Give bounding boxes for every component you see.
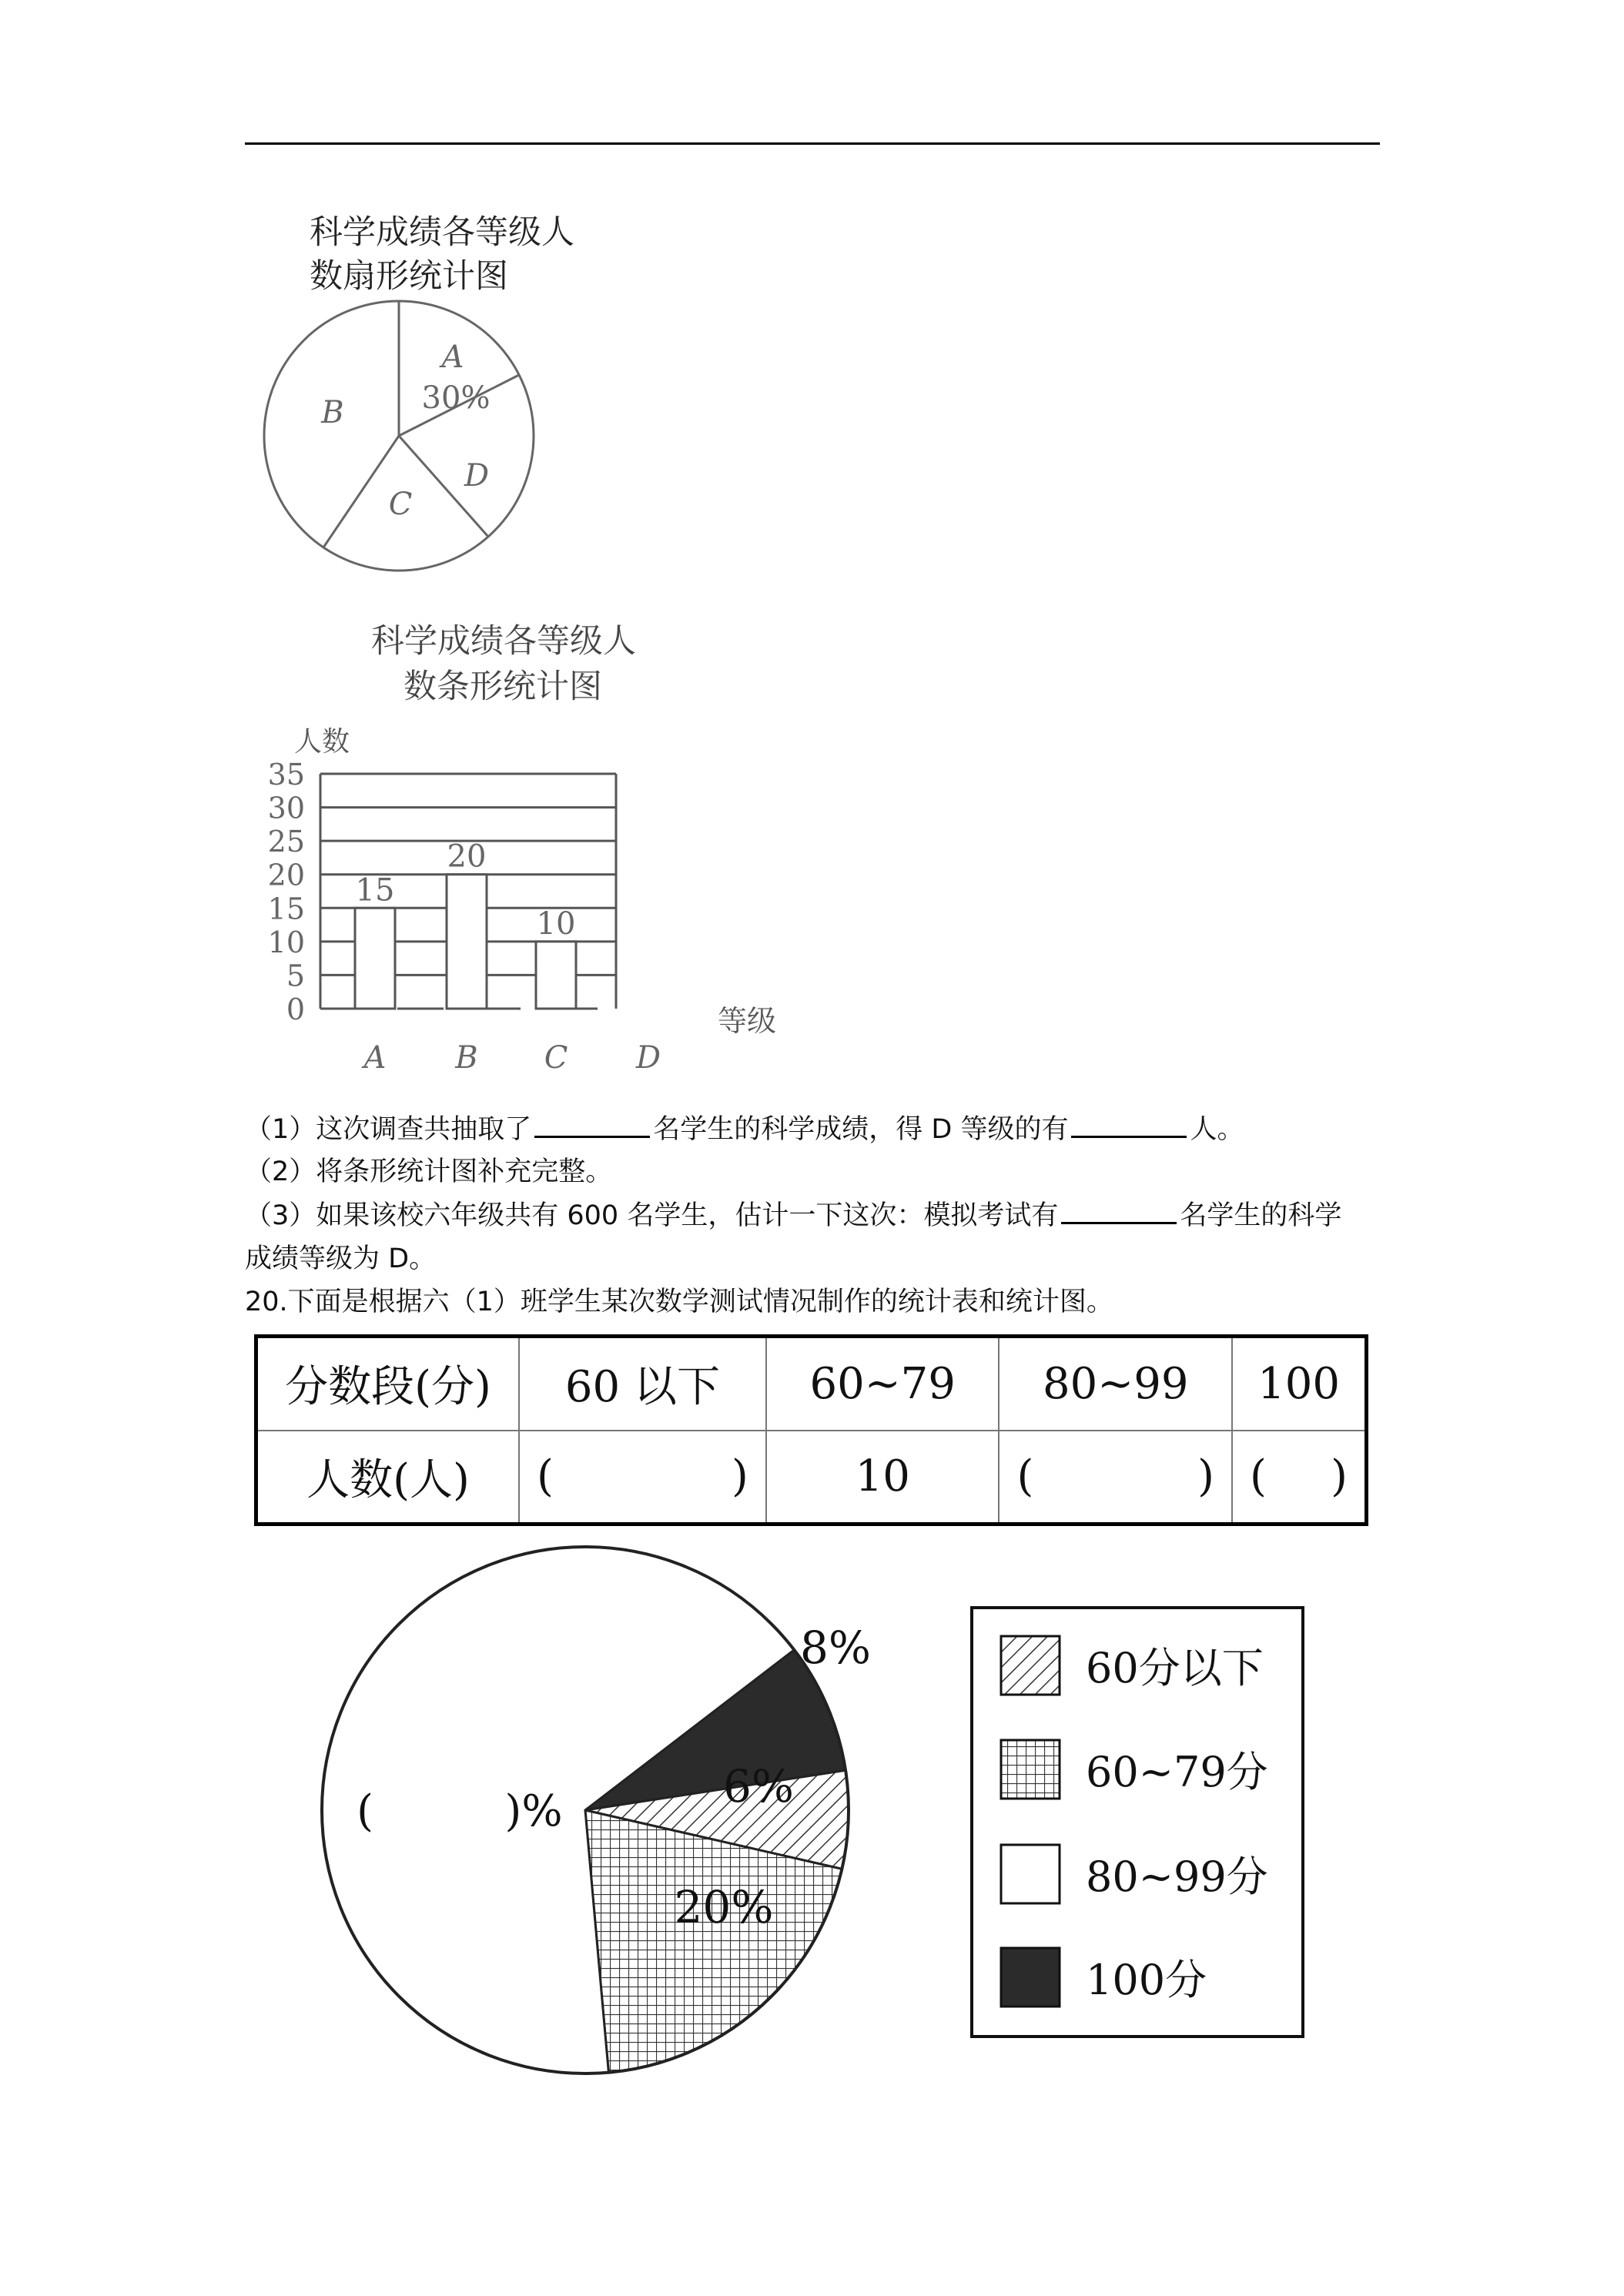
- question-1-part-c: 人。: [1190, 1114, 1244, 1145]
- pie1-label-c: C: [388, 487, 413, 522]
- pie1-value-a: 30%: [421, 380, 491, 416]
- bar-xtick-label: A: [363, 1040, 387, 1076]
- bar-ytick-label: 25: [267, 825, 305, 859]
- legend-swatch-8099: [1001, 1845, 1060, 1903]
- pie2-label-100: 8%: [799, 1622, 872, 1674]
- question-3-part-a: （3）如果该校六年级共有 600 名学生，估计一下这次：模拟考试有: [245, 1200, 1059, 1231]
- table-header-label: 分数段(分): [256, 1337, 520, 1431]
- bar-ytick-label: 20: [267, 858, 305, 892]
- bar-ytick-label: 0: [286, 992, 305, 1026]
- pie2-label-8099-open: (: [357, 1786, 373, 1836]
- pie1-label-d: D: [464, 458, 490, 494]
- table-col-4: 100: [1232, 1337, 1366, 1431]
- question-2: （2）将条形统计图补充完整。: [245, 1156, 613, 1187]
- pie1-title-line1: 科学成绩各等级人: [310, 213, 574, 252]
- bar-title-line2: 数条形统计图: [403, 668, 602, 706]
- pie1-title-line2: 数扇形统计图: [310, 257, 508, 296]
- question-1-part-a: （1）这次调查共抽取了: [245, 1114, 532, 1145]
- legend-swatch-6079: [1001, 1740, 1060, 1799]
- pie2-label-60below: 6%: [722, 1760, 795, 1812]
- table-col-2: 60~79: [766, 1337, 1000, 1431]
- table-cell-blank-3[interactable]: ( ): [1232, 1431, 1366, 1525]
- pie1-label-a: A: [441, 340, 464, 375]
- table-cell-value: 10: [766, 1431, 1000, 1525]
- bar-value-label: 20: [447, 838, 487, 875]
- pie1-label-b: B: [321, 395, 344, 430]
- table-col-3: 80~99: [999, 1337, 1232, 1431]
- legend-label-6079: 60~79分: [1086, 1748, 1268, 1796]
- question-3-part-b: 名学生的科学: [1180, 1200, 1342, 1231]
- table-row-label: 人数(人): [256, 1431, 520, 1525]
- table-cell-blank-1[interactable]: ( ): [519, 1431, 766, 1525]
- bar-ytick-label: 35: [267, 758, 305, 792]
- bar-ytick-label: 15: [267, 892, 305, 926]
- bar-title-line1: 科学成绩各等级人: [371, 622, 636, 661]
- question-20: 20.下面是根据六（1）班学生某次数学测试情况制作的统计表和统计图。: [245, 1287, 1113, 1317]
- bar-xlabel: 等级: [717, 1004, 777, 1038]
- bar-ytick-label: 5: [286, 959, 305, 993]
- question-3-continued: 成绩等级为 D。: [245, 1243, 437, 1274]
- legend-label-100: 100分: [1086, 1956, 1207, 2004]
- pie2-label-6079: 20%: [674, 1881, 774, 1933]
- question-1-part-b: 名学生的科学成绩，得 D 等级的有: [653, 1114, 1069, 1145]
- pie2-label-8099-close: )%: [504, 1786, 563, 1836]
- bar-value-label: 15: [355, 872, 395, 909]
- bar-ytick-label: 10: [267, 925, 305, 959]
- bar-ytick-label: 30: [267, 791, 305, 825]
- bar-value-label: 10: [536, 905, 576, 942]
- legend-label-8099: 80~99分: [1086, 1853, 1268, 1901]
- legend-label-60below: 60分以下: [1086, 1644, 1264, 1692]
- bar-xtick-label: B: [455, 1040, 478, 1076]
- bar-xtick-label: C: [544, 1040, 568, 1076]
- bar-xtick-label: D: [635, 1040, 661, 1076]
- bar-ylabel: 人数: [293, 726, 350, 758]
- table-col-1: 60 以下: [519, 1337, 766, 1431]
- legend-swatch-100: [1001, 1948, 1060, 2006]
- legend-swatch-60below: [1001, 1636, 1060, 1695]
- table-cell-blank-2[interactable]: ( ): [999, 1431, 1232, 1525]
